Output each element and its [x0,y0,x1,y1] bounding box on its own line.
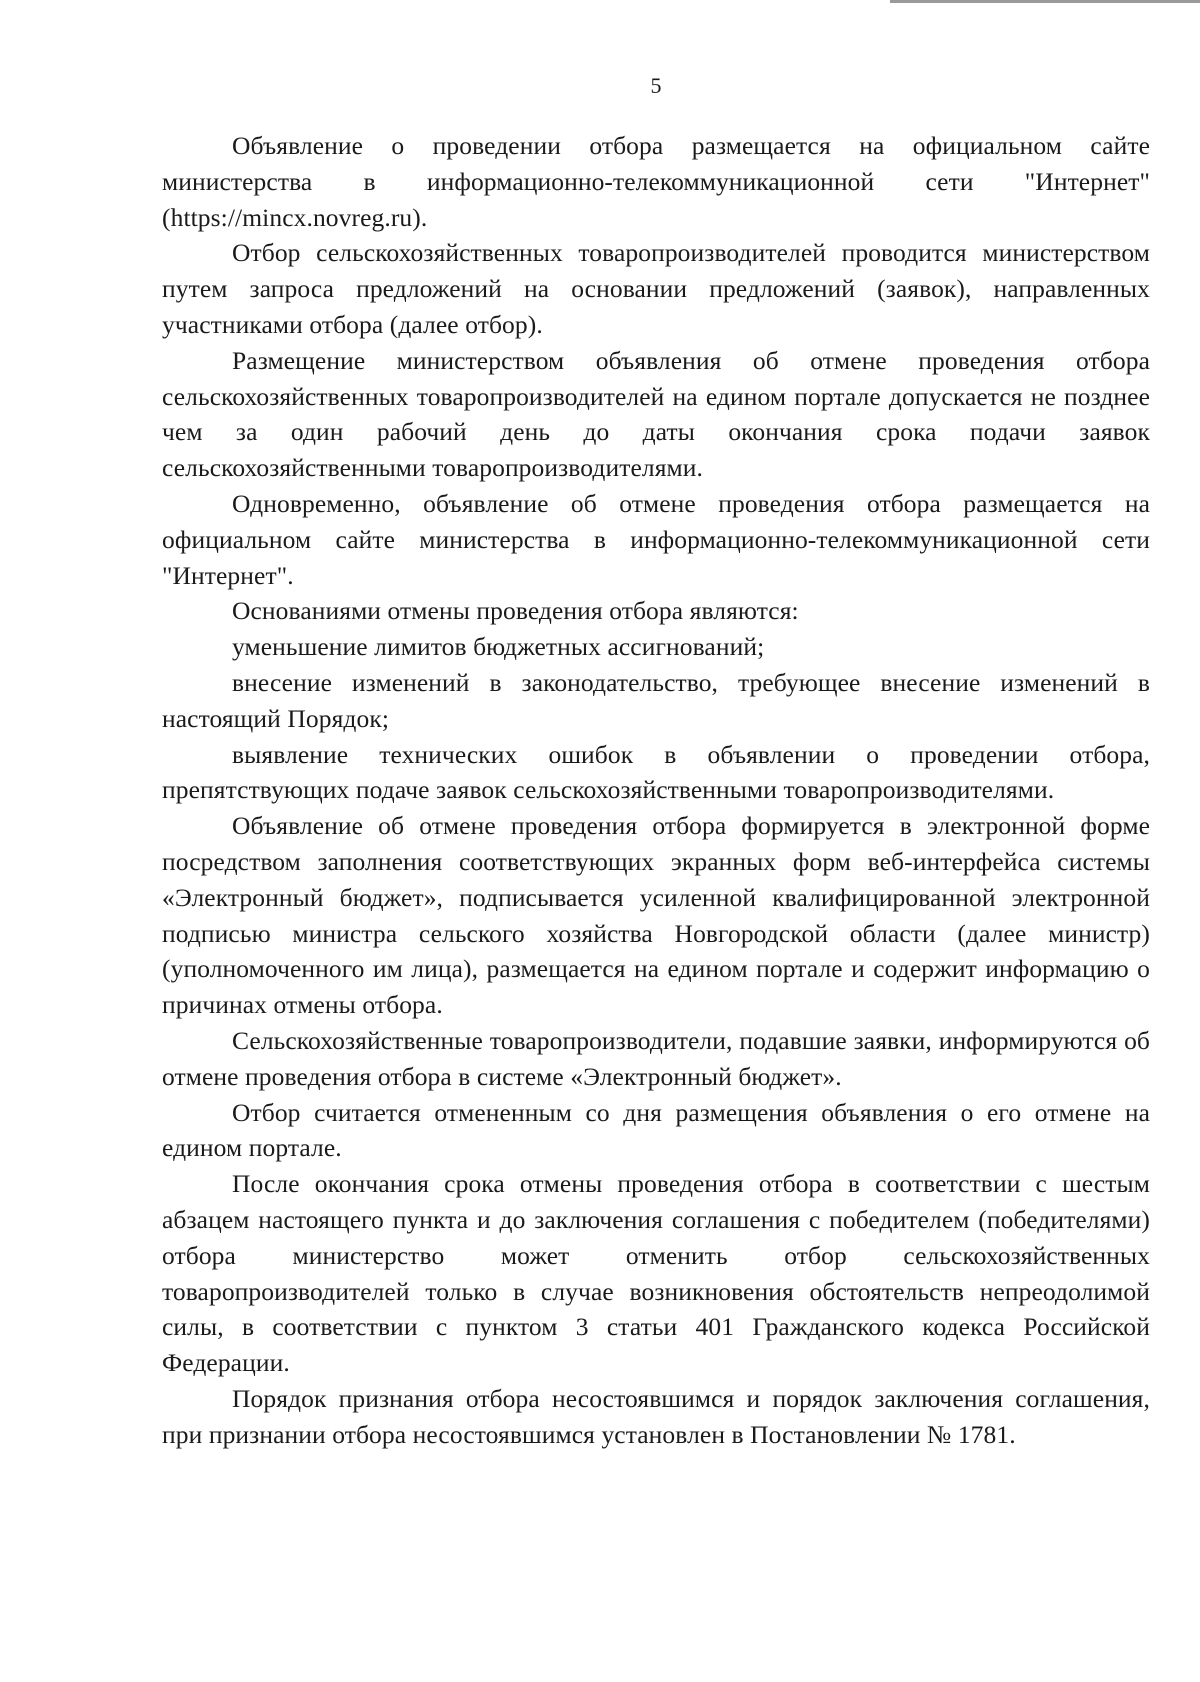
page-number: 5 [650,73,662,98]
paragraph-selection-method: Отбор сельскохозяйственных товаропроизводителей проводится министерством путем запроса предложений на основании предложений (заявок), направленных участниками отбора (далее отбор). [162,238,1150,339]
paragraph-cancellation-posting: Размещение министерством объявления об отмене проведения отбора сельскохозяйственных товаропроизводителей на едином портале допускается не позднее чем за один рабочий день до даты окончания срока подачи заявок сельскохозяйственными товаропроизводителями. [162,345,1150,483]
paragraph-force-majeure: После окончания срока отмены проведения отбора в соответствии с шестым абзацем настоящего пункта и до заключения соглашения с победителем (победителями) отбора министерство может отменить отбор сельскохозяйственных товаропроизводителей только в случае возникновения обстоятельств непреодолимой силы, в соответствии с пунктом 3 статьи 401 Гражданского кодекса Российской Федерации. [162,1169,1150,1378]
paragraph-cancellation-effective: Отбор считается отмененным со дня размещения объявления о его отмене на едином портале. [162,1097,1150,1163]
document-body [162,128,1150,1452]
paragraph-ground-legislation: внесение изменений в законодательство, требующее внесение изменений в настоящий Порядок; [162,667,1150,733]
paragraph-cancellation-form: Объявление об отмене проведения отбора формируется в электронной форме посредством заполнения соответствующих экранных форм веб-интерфейса системы «Электронный бюджет», подписывается усиленной квалифицированной электронной подписью министра сельского хозяйства Новгородской области (далее министр) (уполномоченного им лица), размещается на едином портале и содержит информацию о причинах отмены отбора. [162,811,1150,1020]
paragraph-failed-selection: Порядок признания отбора несостоявшимся и порядок заключения соглашения, при признании отбора несостоявшимся установлен в Постановлении № 1781. [162,1383,1150,1449]
paragraph-applicants-informed: Сельскохозяйственные товаропроизводители, подавшие заявки, информируются об отмене проведения отбора в системе «Электронный бюджет». [162,1025,1150,1091]
scan-edge-line [890,0,1200,3]
paragraph-ground-technical-errors: выявление технических ошибок в объявлении о проведении отбора, препятствующих подаче заявок сельскохозяйственными товаропроизводителями. [162,739,1150,805]
paragraph-announcement-site: Объявление о проведении отбора размещается на официальном сайте министерства в информационно-телекоммуникационной сети "Интернет" (https://mincx.novreg.ru). [162,131,1150,232]
paragraph-ground-budget-limits: уменьшение лимитов бюджетных ассигнований; [232,632,765,662]
paragraph-simultaneous-posting: Одновременно, объявление об отмене проведения отбора размещается на официальном сайте министерства в информационно-телекоммуникационной сети "Интернет". [162,488,1150,590]
paragraph-cancellation-grounds: Основаниями отмены проведения отбора являются: [232,596,799,626]
